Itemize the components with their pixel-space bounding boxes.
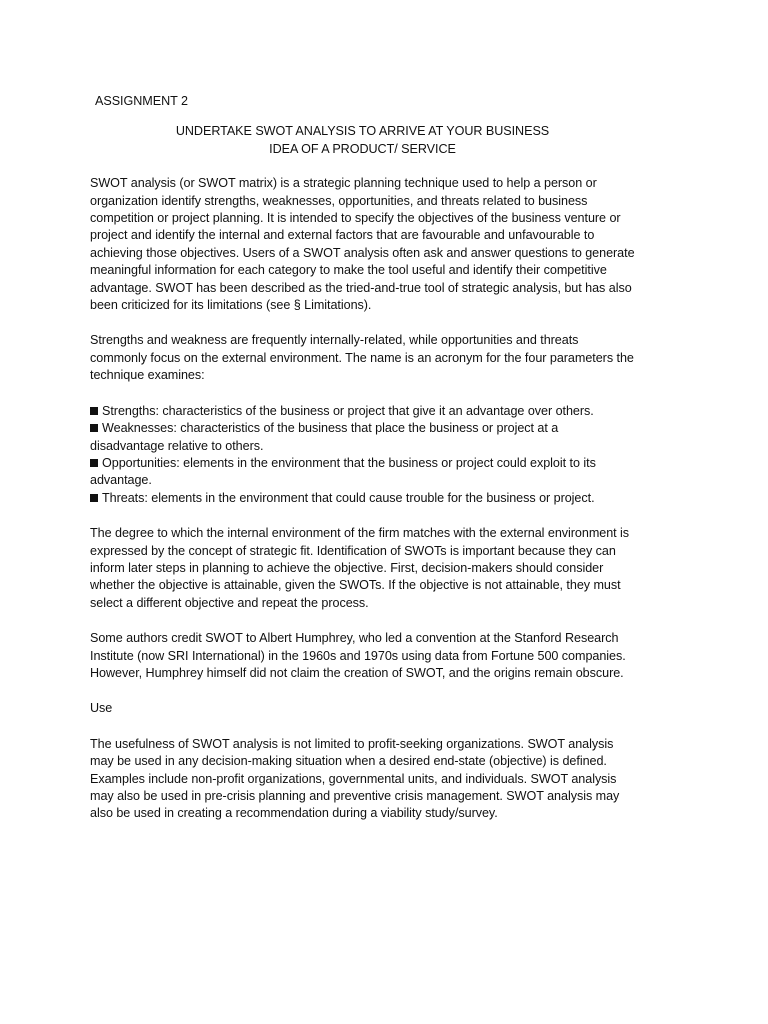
paragraph-parameters: Strengths and weakness are frequently internally-related, while opportunities and threats commonly focus on the external environment. The name is an acronym for the four parameters the technique examines: xyxy=(90,333,634,383)
paragraph-strategic-fit: The degree to which the internal environment of the firm matches with the external environment is expressed by the concept of strategic fit. Identification of SWOTs is important because they can inform later steps in planning to achieve the objective. First, decision-makers should consider whether the objective is attainable, given the SWOTs. If the objective is not attainable, they must select a different objective and repeat the process. xyxy=(90,526,630,610)
bullet-threats xyxy=(90,490,635,507)
swot-bullet-list xyxy=(90,403,635,507)
assignment-label: ASSIGNMENT 2 xyxy=(95,94,188,108)
bullet-weaknesses xyxy=(90,420,635,455)
section-heading-use: Use xyxy=(90,701,113,716)
bullet-opportunities xyxy=(90,455,635,490)
bullet-weaknesses-text: Weaknesses: characteristics of the business that place the business or project at a disadvantage relative to others. xyxy=(90,421,559,453)
bullet-opportunities-text: Opportunities: elements in the environment that the business or project could exploit to its advantage. xyxy=(90,455,596,488)
document-heading xyxy=(70,123,655,158)
square-bullet-icon xyxy=(90,424,98,432)
paragraph-use: The usefulness of SWOT analysis is not limited to profit-seeking organizations. SWOT analysis may be used in any decision-making situation when a desired end-state (objective) is defined. Examples include non-profit organizations, governmental units, and individuals. SWOT analysis may also be used in pre-crisis planning and preventive crisis management. SWOT analysis may also be used in creating a recommendation during a viability study/survey. xyxy=(90,736,620,821)
bullet-threats-text: Threats: elements in the environment that could cause trouble for the business or project. xyxy=(102,490,595,505)
square-bullet-icon xyxy=(90,459,98,467)
heading-line-1: UNDERTAKE SWOT ANALYSIS TO ARRIVE AT YOUR BUSINESS xyxy=(175,124,550,139)
bullet-strengths xyxy=(90,403,635,420)
square-bullet-icon xyxy=(90,494,98,502)
bullet-strengths-text: Strengths: characteristics of the business or project that give it an advantage over others. xyxy=(102,403,594,418)
square-bullet-icon xyxy=(90,407,98,415)
paragraph-intro: SWOT analysis (or SWOT matrix) is a strategic planning technique used to help a person or organization identify strengths, weaknesses, opportunities, and threats related to business competition or project planning. It is intended to specify the objectives of the business venture or project and identify the internal and external factors that are favourable and unfavourable to achieving those objectives. Users of a SWOT analysis often ask and answer questions to generate meaningful information for each category to make the tool useful and identify their competitive advantage. SWOT has been described as the tried-and-true tool of strategic analysis, but has also been criticized for its limitations (see § Limitations). xyxy=(90,176,635,313)
heading-line-2: IDEA OF A PRODUCT/ SERVICE xyxy=(269,141,456,156)
paragraph-origins: Some authors credit SWOT to Albert Humphrey, who led a convention at the Stanford Research Institute (now SRI International) in the 1960s and 1970s using data from Fortune 500 companies. However, Humphrey himself did not claim the creation of SWOT, and the origins remain obscure. xyxy=(90,631,626,680)
document-body xyxy=(90,93,635,823)
